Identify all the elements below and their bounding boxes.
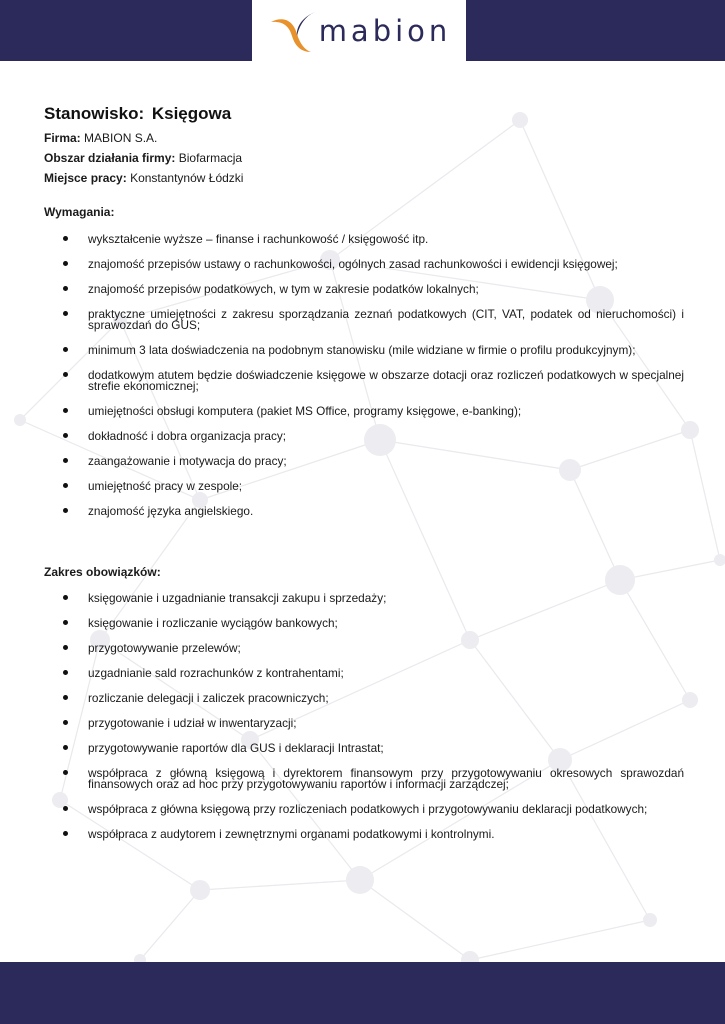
list-item: współpraca z audytorem i zewnętrznymi organami podatkowymi i kontrolnymi. — [44, 829, 684, 840]
bullet-icon — [63, 408, 68, 413]
bullet-icon — [63, 720, 68, 725]
area-label: Obszar działania firmy: — [44, 151, 176, 165]
bullet-icon — [63, 806, 68, 811]
mabion-swoosh-icon — [267, 8, 317, 54]
duties-heading: Zakres obowiązków: — [44, 564, 161, 579]
list-item: umiejętność pracy w zespole; — [44, 481, 684, 492]
duties-list — [44, 590, 684, 841]
bullet-icon — [63, 508, 68, 513]
bullet-icon — [63, 745, 68, 750]
job-title: Stanowisko: Księgowa — [44, 104, 232, 123]
bullet-icon — [63, 595, 68, 600]
list-item: dokładność i dobra organizacja pracy; — [44, 431, 684, 442]
bullet-icon — [63, 286, 68, 291]
bullet-icon — [63, 483, 68, 488]
list-item: przygotowanie i udział w inwentaryzacji; — [44, 718, 684, 729]
place-label: Miejsce pracy: — [44, 171, 127, 185]
bullet-icon — [63, 433, 68, 438]
list-item: zaangażowanie i motywacja do pracy; — [44, 456, 684, 467]
list-item: znajomość języka angielskiego. — [44, 506, 684, 517]
bullet-icon — [63, 347, 68, 352]
list-item: wykształcenie wyższe – finanse i rachunkowość / księgowość itp. — [44, 234, 684, 245]
requirements-list — [44, 231, 684, 518]
list-item: uzgadnianie sald rozrachunków z kontrahentami; — [44, 668, 684, 679]
footer-band — [0, 962, 725, 1024]
place-value: Konstantynów Łódzki — [130, 171, 244, 185]
list-item: księgowanie i rozliczanie wyciągów bankowych; — [44, 618, 684, 629]
list-item: umiejętności obsługi komputera (pakiet MS Office, programy księgowe, e-banking); — [44, 406, 684, 417]
list-item: rozliczanie delegacji i zaliczek pracowniczych; — [44, 693, 684, 704]
place-line — [44, 171, 684, 186]
list-item: współpraca z główną księgową i dyrektorem finansowym przy przygotowywaniu okresowych sprawozdań finansowych oraz ad hoc przy przygotowywaniu raportów i informacji zarządczej; — [44, 768, 684, 790]
list-item: przygotowywanie przelewów; — [44, 643, 684, 654]
bullet-icon — [63, 261, 68, 266]
area-line — [44, 151, 684, 166]
bullet-icon — [63, 458, 68, 463]
list-item: znajomość przepisów ustawy o rachunkowości, ogólnych zasad rachunkowości i ewidencji księgowej; — [44, 259, 684, 270]
bullet-icon — [63, 620, 68, 625]
bullet-icon — [63, 670, 68, 675]
company-line — [44, 131, 684, 146]
requirements-heading: Wymagania: — [44, 204, 115, 219]
list-item: przygotowywanie raportów dla GUS i deklaracji Intrastat; — [44, 743, 684, 754]
logo — [252, 0, 466, 61]
list-item: współpraca z główna księgową przy rozliczeniach podatkowych i przygotowywaniu deklaracji podatkowych; — [44, 804, 684, 815]
bullet-icon — [63, 645, 68, 650]
bullet-icon — [63, 831, 68, 836]
company-label: Firma: — [44, 131, 81, 145]
job-offer — [44, 104, 684, 854]
list-item: dodatkowym atutem będzie doświadczenie księgowe w obszarze dotacji oraz rozliczeń podatkowych w specjalnej strefie ekonomicznej; — [44, 370, 684, 392]
list-item: praktyczne umiejętności z zakresu sporządzania zeznań podatkowych (CIT, VAT, podatek od nieruchomości) i sprawozdań do GUS; — [44, 309, 684, 331]
list-item: minimum 3 lata doświadczenia na podobnym stanowisku (mile widziane w firmie o profilu produkcyjnym); — [44, 345, 684, 356]
logo-text: mabion — [318, 13, 452, 48]
company-value: MABION S.A. — [84, 131, 158, 145]
bullet-icon — [63, 770, 68, 775]
bullet-icon — [63, 695, 68, 700]
bullet-icon — [63, 311, 68, 316]
list-item: znajomość przepisów podatkowych, w tym w zakresie podatków lokalnych; — [44, 284, 684, 295]
area-value: Biofarmacja — [178, 151, 243, 165]
list-item: księgowanie i uzgadnianie transakcji zakupu i sprzedaży; — [44, 593, 684, 604]
bullet-icon — [63, 236, 68, 241]
bullet-icon — [63, 372, 68, 377]
